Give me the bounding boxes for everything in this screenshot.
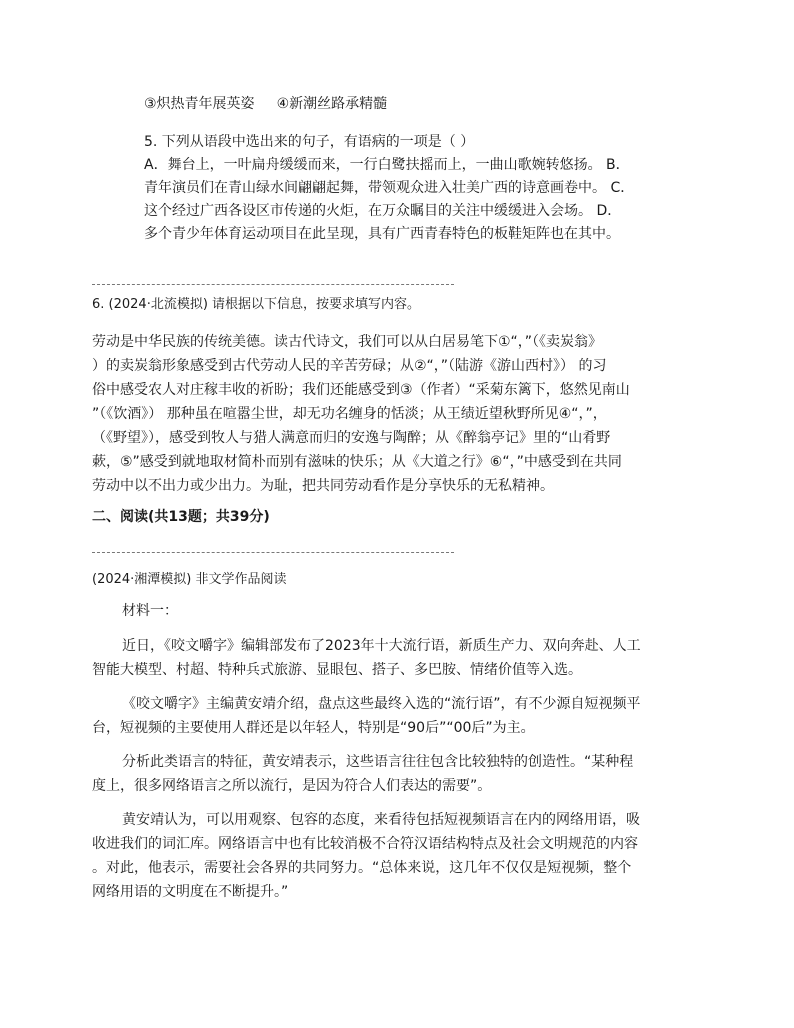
material-label: 材料一： (122, 603, 178, 619)
q5-line: A．舞台上，一叶扁舟缓缓而来，一行白鹭扶摇而上，一曲山歌婉转悠扬。 B． (144, 157, 630, 173)
question-5 (144, 131, 664, 246)
paragraph-3 (92, 750, 712, 798)
paragraph-1 (92, 634, 712, 682)
dashed-divider (92, 552, 454, 553)
q6-line: 蔌，⑤”感受到就地取材简朴而别有滋味的快乐；从《大道之行》⑥“，”中感受到在共同 (92, 454, 622, 470)
paragraph-line: 台，短视频的主要使用人群还是以年轻人，特别是“90后”“00后”为主。 (92, 720, 535, 736)
paragraph-line: 。对此，他表示，需要社会各界的共同努力。“总体来说，这几年不仅仅是短视频，整个 (92, 860, 632, 876)
q5-line: 5. 下列从语段中选出来的句子，有语病的一项是（ ） (144, 134, 475, 150)
paragraph-4 (92, 808, 712, 904)
q6-line: ”（《饮酒》） 那种虽在喧嚣尘世，却无功名缠身的恬淡；从王绩近望秋野所见④“，”， (92, 406, 607, 422)
paragraph-line: 黄安靖认为，可以用观察、包容的态度，来看待包括短视频语言在内的网络用语，吸 (122, 812, 640, 828)
section-title: 二、阅读(共13题；共39分) (92, 509, 270, 525)
q6-line: （《野望》），感受到牧人与猎人满意而归的安逸与陶醉；从《醉翁亭记》里的“山肴野 (92, 430, 611, 446)
q4-option-3: ③炽热青年展英姿 (144, 96, 255, 112)
paragraph-line: 收进我们的词汇库。网络语言中也有比较消极不合符汉语结构特点及社会文明规范的内容 (92, 836, 638, 852)
q6-heading: 6. (2024·北流模拟) 请根据以下信息，按要求填写内容。 (92, 297, 421, 312)
q4-option-4: ④新潮丝路承精髓 (276, 96, 388, 112)
paragraph-2 (92, 692, 712, 740)
paragraph-line: 《咬文嚼字》主编黄安靖介绍，盘点这些最终入选的“流行语”，有不少源自短视频平 (122, 696, 641, 712)
q6-line: 劳动中以不出力或少出力。为耻，把共同劳动看作是分享快乐的无私精神。 (92, 478, 554, 494)
q6-line: ）的卖炭翁形象感受到古代劳动人民的辛苦劳碌；从②“，”（陆游《游山西村》） 的习 (92, 358, 607, 374)
q5-line: 多个青少年体育运动项目在此呈现，具有广西青春特色的板鞋矩阵也在其中。 (144, 226, 620, 242)
paragraph-line: 智能大模型、村超、特种兵式旅游、显眼包、搭子、多巴胺、情绪价值等入选。 (92, 662, 582, 678)
q5-line: 这个经过广西各设区市传递的火炬，在万众瞩目的关注中缓缓进入会场。 D． (144, 203, 622, 219)
q4-options (144, 93, 387, 113)
paragraph-line: 网络用语的文明度在不断提升。” (92, 884, 289, 900)
question-6-body (92, 330, 702, 498)
q6-line: 俗中感受农人对庄稼丰收的祈盼；我们还能感受到③（作者）“采菊东篱下，悠然见南山 (92, 382, 630, 398)
paragraph-line: 近日，《咬文嚼字》编辑部发布了2023年十大流行语，新质生产力、双向奔赴、人工 (122, 638, 641, 654)
reading-source: (2024·湘潭模拟) 非文学作品阅读 (92, 572, 287, 587)
paragraph-line: 度上，很多网络语言之所以流行，是因为符合人们表达的需要”。 (92, 778, 492, 794)
q5-line: 青年演员们在青山绿水间翩翩起舞，带领观众进入壮美广西的诗意画卷中。 C． (144, 180, 635, 196)
dashed-divider (92, 284, 454, 285)
paragraph-line: 分析此类语言的特征，黄安靖表示，这些语言往往包含比较独特的创造性。“某种程 (122, 754, 634, 770)
q6-line: 劳动是中华民族的传统美德。读古代诗文，我们可以从白居易笔下①“，”（《卖炭翁》 (92, 334, 603, 350)
